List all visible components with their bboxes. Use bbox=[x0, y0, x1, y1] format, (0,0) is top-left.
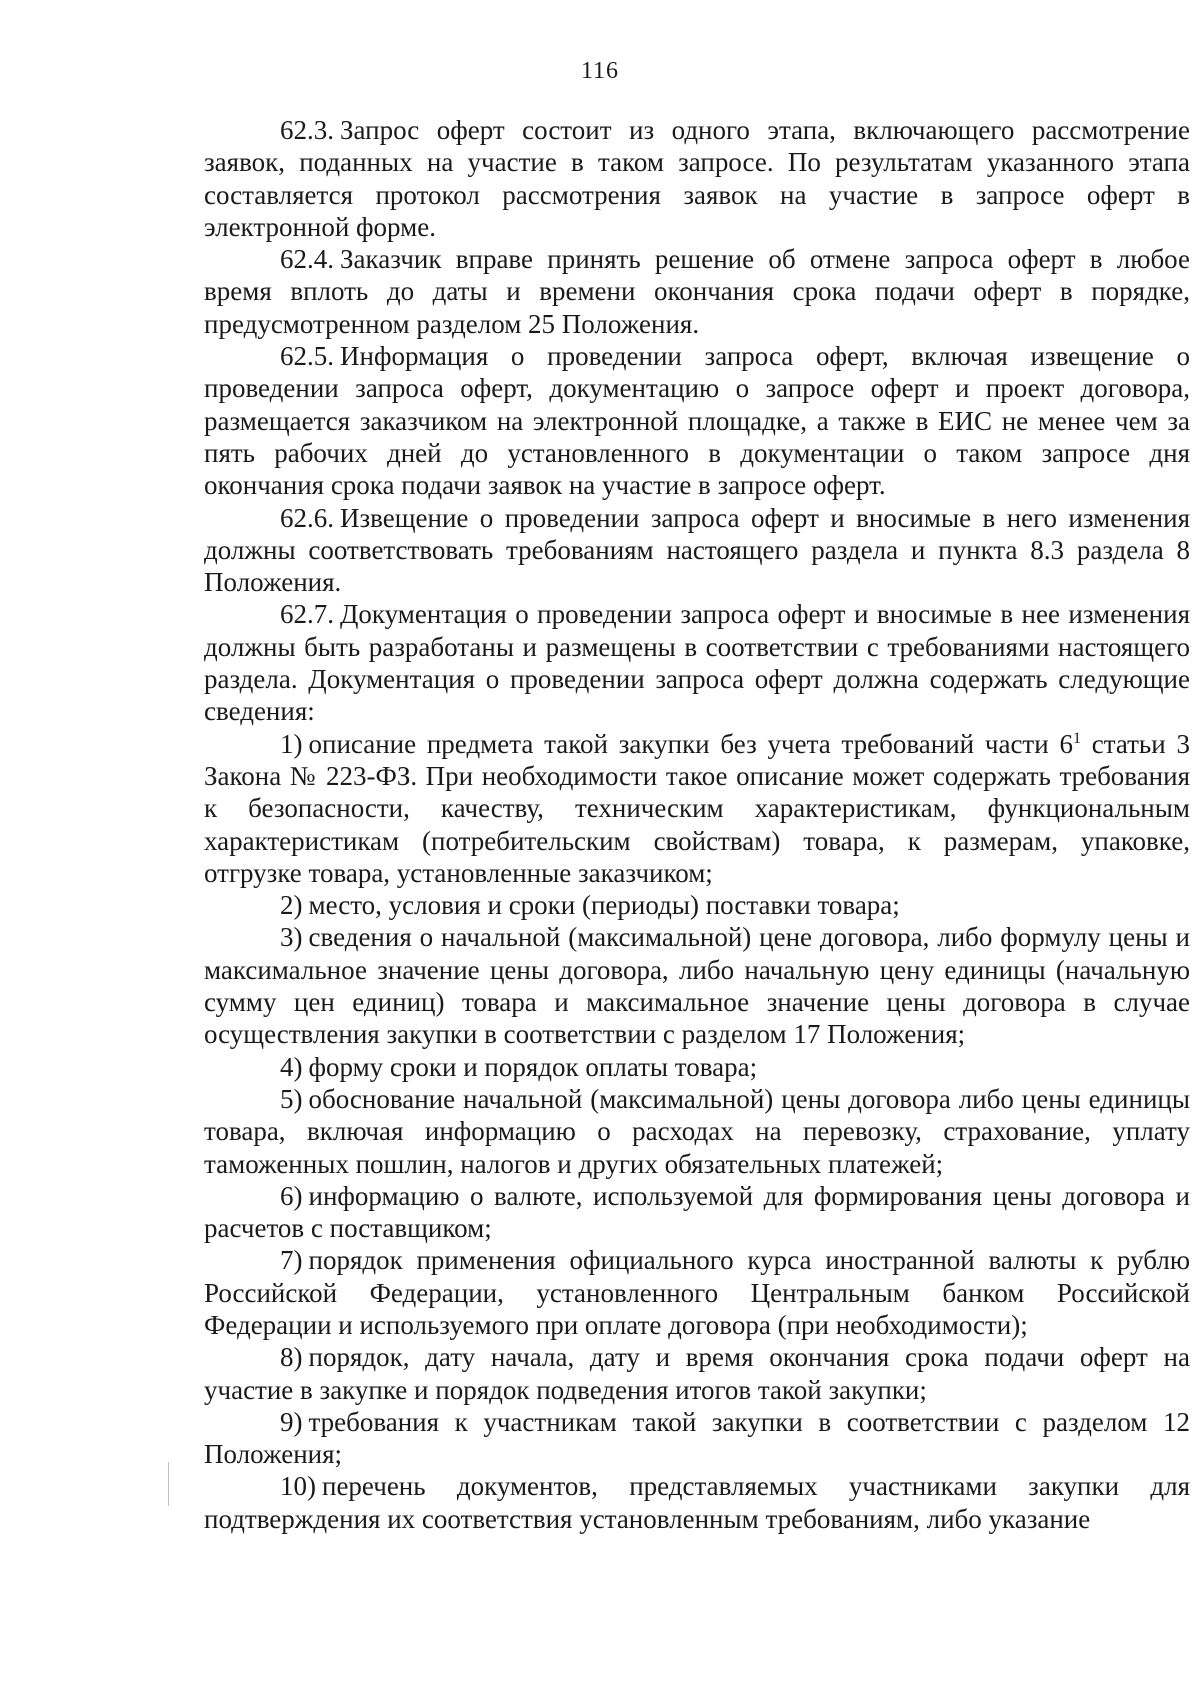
list-item-number: 7) bbox=[280, 1245, 303, 1276]
list-item-text: перечень документов, представляемых участниками закупки для подтверждения их соответствия установленным требованиям, либо указание bbox=[204, 1471, 1190, 1534]
paragraph-number: 62.3. bbox=[280, 115, 334, 145]
list-item-10 bbox=[204, 1470, 1190, 1535]
paragraph-62-3 bbox=[204, 114, 1190, 243]
paragraph-text: Документация о проведении запроса оферт и вносимые в нее изменения должны быть разработаны и размещены в соответствии с требованиями настоящего раздела. Документация о проведении запроса оферт должна содержать следующие сведения: bbox=[204, 599, 1190, 727]
document-body bbox=[204, 114, 1190, 1535]
list-item-number: 2) bbox=[280, 890, 303, 921]
paragraph-62-5 bbox=[204, 340, 1190, 501]
list-item-number: 8) bbox=[280, 1342, 303, 1373]
paragraph-text: Заказчик вправе принять решение об отмене запроса оферт в любое время вплоть до даты и времени окончания срока подачи оферт в порядке, предусмотренном разделом 25 Положения. bbox=[204, 244, 1190, 339]
paragraph-62-7 bbox=[204, 598, 1190, 727]
list-item-text: сведения о начальной (максимальной) цене договора, либо формулу цены и максимальное значение цены договора, либо начальную цену единицы (начальную сумму цен единиц) товара и максимальное значение цены договора в случае осуществления закупки в соответствии с разделом 17 Положения; bbox=[204, 922, 1190, 1050]
list-item-5 bbox=[204, 1083, 1190, 1180]
list-item-text: требования к участникам такой закупки в соответствии с разделом 12 Положения; bbox=[204, 1406, 1190, 1470]
list-item-number: 3) bbox=[280, 922, 303, 953]
list-item-text: обоснование начальной (максимальной) цены договора либо цены единицы товара, включая информацию о расходах на перевозку, страхование, уплату таможенных пошлин, налогов и других обязательных платежей; bbox=[204, 1083, 1190, 1179]
page-number: 116 bbox=[580, 58, 620, 84]
list-item-number: 1) bbox=[280, 728, 303, 759]
list-item-2 bbox=[204, 889, 1190, 921]
paragraph-text: Запрос оферт состоит из одного этапа, включающего рассмотрение заявок, поданных на участие в таком запросе. По результатам указанного этапа составляется протокол рассмотрения заявок на участие в запросе оферт в электронной форме. bbox=[204, 115, 1190, 242]
list-item-3 bbox=[204, 921, 1190, 1050]
list-item-8 bbox=[204, 1341, 1190, 1406]
paragraph-number: 62.7. bbox=[280, 599, 334, 630]
list-item-1 bbox=[204, 728, 1190, 889]
list-item-text: место, условия и сроки (периоды) поставки товара; bbox=[308, 890, 900, 921]
list-item-text: порядок применения официального курса иностранной валюты к рублю Российской Федерации, установленного Центральным банком Российской Федерации и используемого при оплате договора (при необходимости); bbox=[204, 1245, 1190, 1340]
list-item-text: описание предмета такой закупки без учета требований части 6 bbox=[308, 728, 1073, 759]
paragraph-62-6 bbox=[204, 502, 1190, 599]
list-item-number: 10) bbox=[280, 1471, 316, 1502]
paragraph-62-4 bbox=[204, 243, 1190, 340]
scan-artifact-line bbox=[168, 1462, 169, 1506]
list-item-7 bbox=[204, 1244, 1190, 1341]
list-item-9 bbox=[204, 1406, 1190, 1471]
list-item-number: 6) bbox=[280, 1180, 303, 1211]
list-item-text-continued: статьи 3 Закона № 223-ФЗ. При необходимости такое описание может содержать требования к безопасности, качеству, техническим характеристикам, функциональным характеристикам (потребительским свойствам) товара, к размерам, упаковке, отгрузке товара, установленные заказчиком; bbox=[204, 728, 1190, 888]
list-item-4 bbox=[204, 1051, 1190, 1083]
list-item-text: информацию о валюте, используемой для формирования цены договора и расчетов с поставщиком; bbox=[204, 1180, 1190, 1244]
list-item-text: порядок, дату начала, дату и время окончания срока подачи оферт на участие в закупке и порядок подведения итогов такой закупки; bbox=[204, 1342, 1190, 1405]
list-item-number: 9) bbox=[280, 1406, 303, 1437]
list-item-number: 4) bbox=[280, 1051, 303, 1082]
list-item-text: форму сроки и порядок оплаты товара; bbox=[308, 1051, 758, 1082]
superscript: 1 bbox=[1072, 729, 1081, 747]
paragraph-text: Извещение о проведении запроса оферт и вносимые в него изменения должны соответствовать требованиям настоящего раздела и пункта 8.3 раздела 8 Положения. bbox=[204, 502, 1190, 598]
paragraph-number: 62.4. bbox=[280, 244, 334, 275]
list-item-number: 5) bbox=[280, 1083, 303, 1114]
list-item-6 bbox=[204, 1180, 1190, 1245]
paragraph-text: Информация о проведении запроса оферт, включая извещение о проведении запроса оферт, документацию о запросе оферт и проект договора, размещается заказчиком на электронной площадке, а также в ЕИС не менее чем за пять рабочих дней до установленного в документации о таком запросе дня окончания срока подачи заявок на участие в запросе оферт. bbox=[204, 341, 1190, 501]
paragraph-number: 62.6. bbox=[280, 502, 334, 533]
paragraph-number: 62.5. bbox=[280, 341, 334, 372]
